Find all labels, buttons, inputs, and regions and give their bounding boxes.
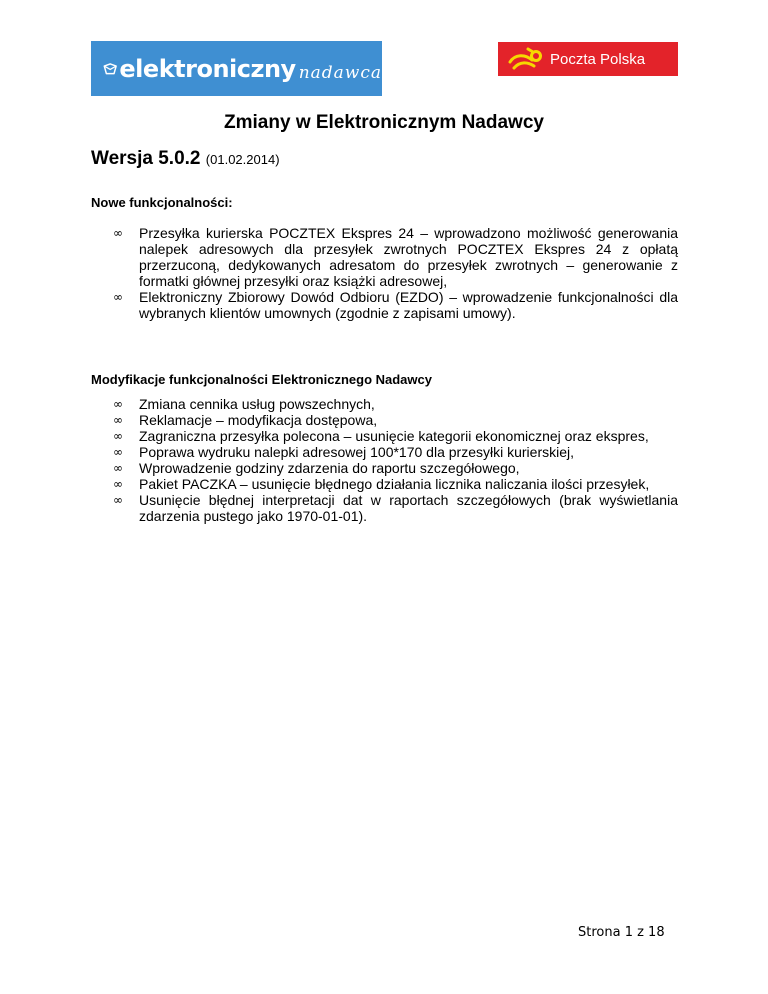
- logo-word-elektroniczny: elektroniczny: [119, 54, 296, 83]
- bullet-icon: ∞: [113, 445, 123, 459]
- list-item: [91, 476, 678, 492]
- list-item: [91, 396, 678, 412]
- list-item: [91, 412, 678, 428]
- version-line: [91, 148, 280, 170]
- bullet-icon: ∞: [113, 226, 123, 240]
- version-date: (01.02.2014): [205, 152, 280, 167]
- modifications-list: [91, 396, 678, 524]
- section-modifications-heading: Modyfikacje funkcjonalności Elektronicznego Nadawcy: [91, 372, 432, 387]
- list-item-text: Zagraniczna przesyłka polecona – usunięcie kategorii ekonomicznej oraz ekspres,: [139, 428, 649, 444]
- list-item: [91, 428, 678, 444]
- bullet-icon: ∞: [113, 429, 123, 443]
- bullet-icon: ∞: [113, 290, 123, 304]
- list-item-text: Pakiet PACZKA – usunięcie błędnego działania licznika naliczania ilości przesyłek,: [139, 476, 650, 492]
- new-features-list: [91, 225, 678, 321]
- envelope-logo-icon: [103, 54, 117, 84]
- list-item-text: Usunięcie błędnej interpretacji dat w raportach szczegółowych (brak wyświetlania zdarzenia pustego jako 1970-01-01).: [139, 492, 678, 524]
- list-item: [91, 289, 678, 321]
- bullet-icon: ∞: [113, 413, 123, 427]
- poczta-polska-logo: [498, 42, 678, 76]
- page-number: Strona 1 z 18: [578, 925, 665, 940]
- document-title: Zmiany w Elektronicznym Nadawcy: [224, 112, 544, 133]
- list-item-text: Reklamacje – modyfikacja dostępowa,: [139, 412, 378, 428]
- list-item-text: Wprowadzenie godziny zdarzenia do raportu szczegółowego,: [139, 460, 520, 476]
- bullet-icon: ∞: [113, 477, 123, 491]
- elektroniczny-nadawca-logo: [91, 41, 382, 96]
- list-item-text: Przesyłka kurierska POCZTEX Ekspres 24 – wprowadzono możliwość generowania nalepek adresowych dla przesyłek zwrotnych POCZTEX Ekspres 24 z opłatą przerzuconą, dedykowanych adresatom do przesyłek zwrotnych – generowanie z formatki głównej przesyłki oraz książki adresowej,: [139, 225, 678, 289]
- list-item-text: Zmiana cennika usług powszechnych,: [139, 396, 375, 412]
- logo-word-nadawca: nadawca: [298, 62, 382, 83]
- list-item: [91, 460, 678, 476]
- section-new-features-heading: Nowe funkcjonalności:: [91, 195, 233, 210]
- list-item: [91, 225, 678, 289]
- bullet-icon: ∞: [113, 493, 123, 507]
- version-label: Wersja 5.0.2: [91, 148, 201, 169]
- list-item-text: Elektroniczny Zbiorowy Dowód Odbioru (EZDO) – wprowadzenie funkcjonalności dla wybranych klientów umownych (zgodnie z zapisami umowy).: [139, 289, 678, 321]
- poczta-polska-text: Poczta Polska: [550, 50, 646, 68]
- bullet-icon: ∞: [113, 461, 123, 475]
- list-item: [91, 444, 678, 460]
- list-item-text: Poprawa wydruku nalepki adresowej 100*170 dla przesyłki kurierskiej,: [139, 444, 574, 460]
- posthorn-logo-icon: [506, 45, 544, 73]
- list-item: [91, 492, 678, 524]
- bullet-icon: ∞: [113, 397, 123, 411]
